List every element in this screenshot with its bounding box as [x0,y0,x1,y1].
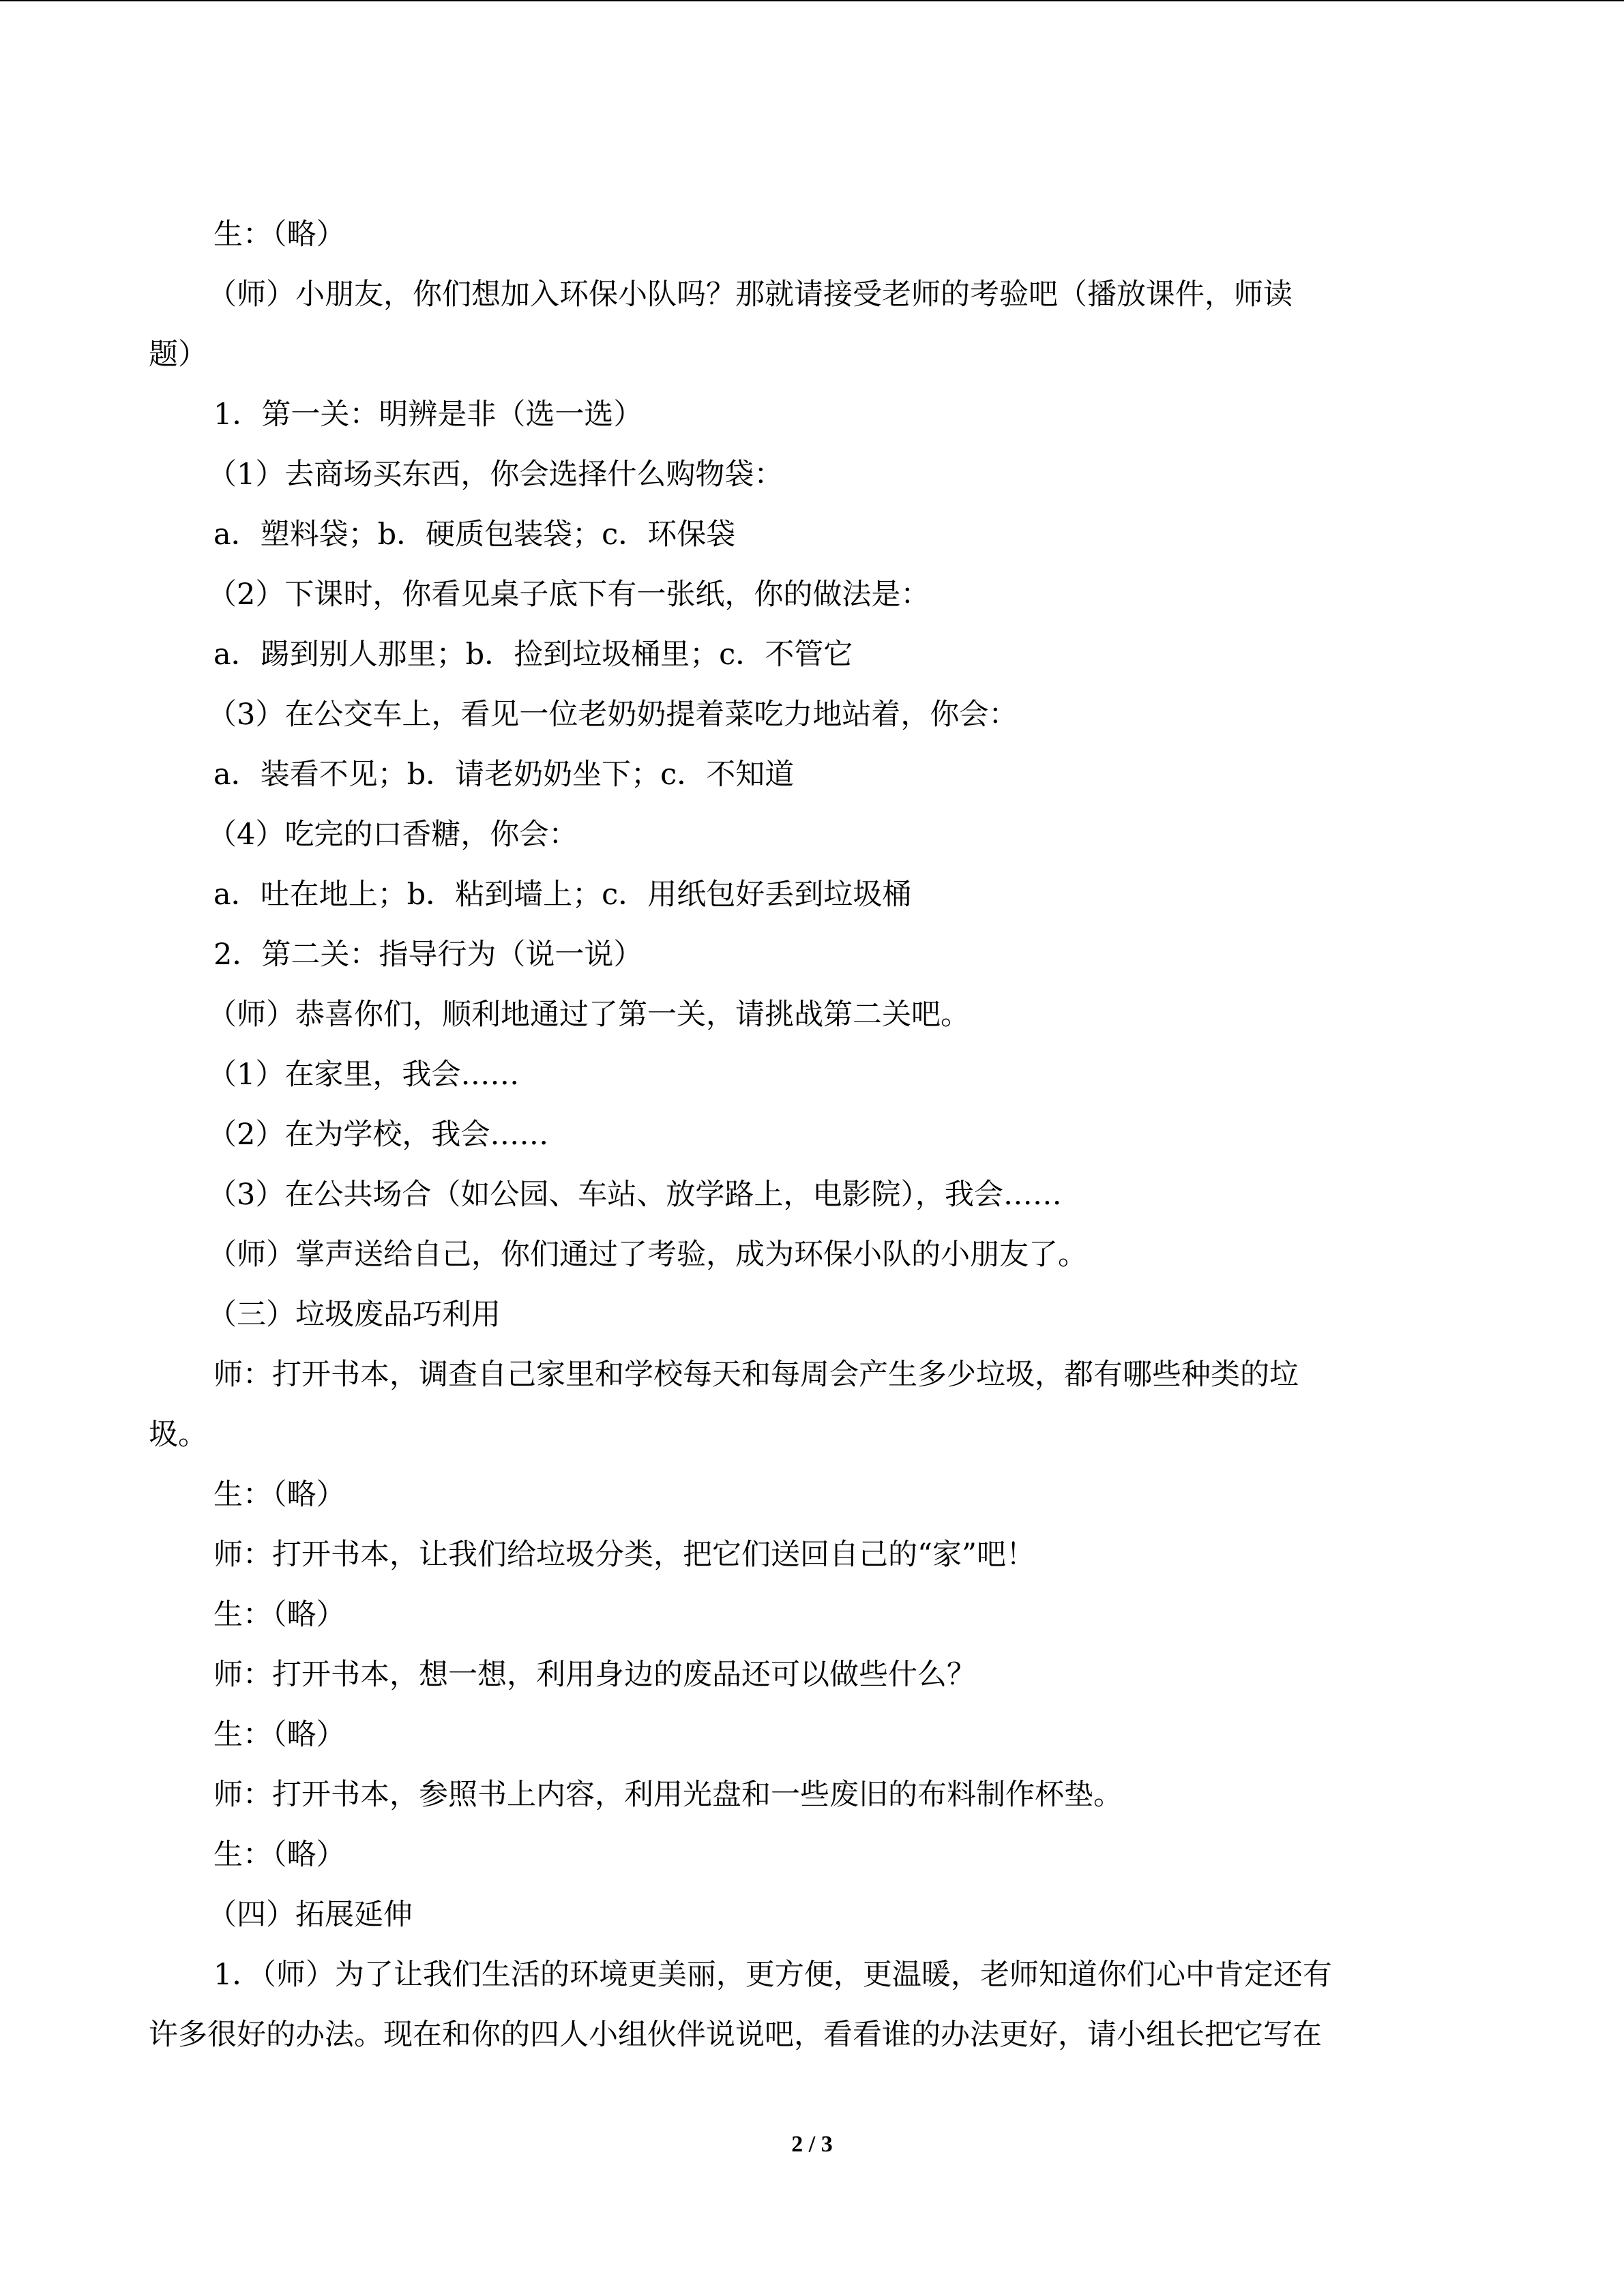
paragraph-line: （师）掌声送给自己，你们通过了考验，成为环保小队的小朋友了。 [207,1238,1087,1272]
paragraph-line: 生：（略） [213,1718,346,1752]
paragraph-line: （师）恭喜你们，顺利地通过了第一关，请挑战第二关吧。 [207,998,970,1032]
paragraph-line: （1）在家里，我会…… [207,1058,520,1092]
paragraph-line: 师：打开书本，参照书上内容，利用光盘和一些废旧的布料制作杯垫。 [213,1778,1123,1812]
section-heading: （四）拓展延伸 [207,1898,413,1932]
paragraph-line: 生：（略） [213,1838,346,1872]
paragraph-line: （3）在公交车上，看见一位老奶奶提着菜吃力地站着，你会： [207,698,1018,732]
paragraph-line: 题） [149,338,207,372]
document-body [149,205,1458,2065]
paragraph-line: （1）去商场买东西，你会选择什么购物袋： [207,458,784,492]
paragraph-line: 师：打开书本，让我们给垃圾分类，把它们送回自己的“家”吧！ [213,1538,1035,1572]
paragraph-line: （3）在公共场合（如公园、车站、放学路上，电影院），我会…… [207,1178,1062,1212]
paragraph-line: 圾。 [149,1418,207,1452]
paragraph-line: 1．（师）为了让我们生活的环境更美丽，更方便，更温暖，老师知道你们心中肯定还有 [213,1958,1332,1992]
paragraph-line: 师：打开书本，调查自己家里和学校每天和每周会产生多少垃圾，都有哪些种类的垃 [213,1358,1299,1392]
paragraph-line: （师）小朋友，你们想加入环保小队吗？那就请接受老师的考验吧（播放课件，师读 [207,278,1293,312]
paragraph-line: 师：打开书本，想一想，利用身边的废品还可以做些什么？ [213,1658,976,1692]
paragraph-line: a．踢到别人那里；b．捡到垃圾桶里；c．不管它 [213,638,853,672]
paragraph-line: 生：（略） [213,1478,346,1512]
paragraph-line: 2．第二关：指导行为（说一说） [213,938,643,972]
paragraph-line: 生：（略） [213,218,346,252]
page-number: 2 / 3 [791,2132,833,2157]
paragraph-line: （4）吃完的口香糖，你会： [207,818,578,852]
paragraph-line: 生：（略） [213,1598,346,1632]
paragraph-line: a．吐在地上；b．粘到墙上；c．用纸包好丢到垃圾桶 [213,878,912,912]
paragraph-line: a．装看不见；b．请老奶奶坐下；c．不知道 [213,758,795,792]
section-heading: （三）垃圾废品巧利用 [207,1298,501,1332]
paragraph-line: （2）在为学校，我会…… [207,1118,549,1152]
paragraph-line: a．塑料袋；b．硬质包装袋；c．环保袋 [213,518,736,552]
paragraph-line: （2）下课时，你看见桌子底下有一张纸，你的做法是： [207,578,930,612]
paragraph-line: 许多很好的办法。现在和你的四人小组伙伴说说吧，看看谁的办法更好，请小组长把它写在 [149,2018,1322,2052]
paragraph-line: 1．第一关：明辨是非（选一选） [213,398,643,432]
